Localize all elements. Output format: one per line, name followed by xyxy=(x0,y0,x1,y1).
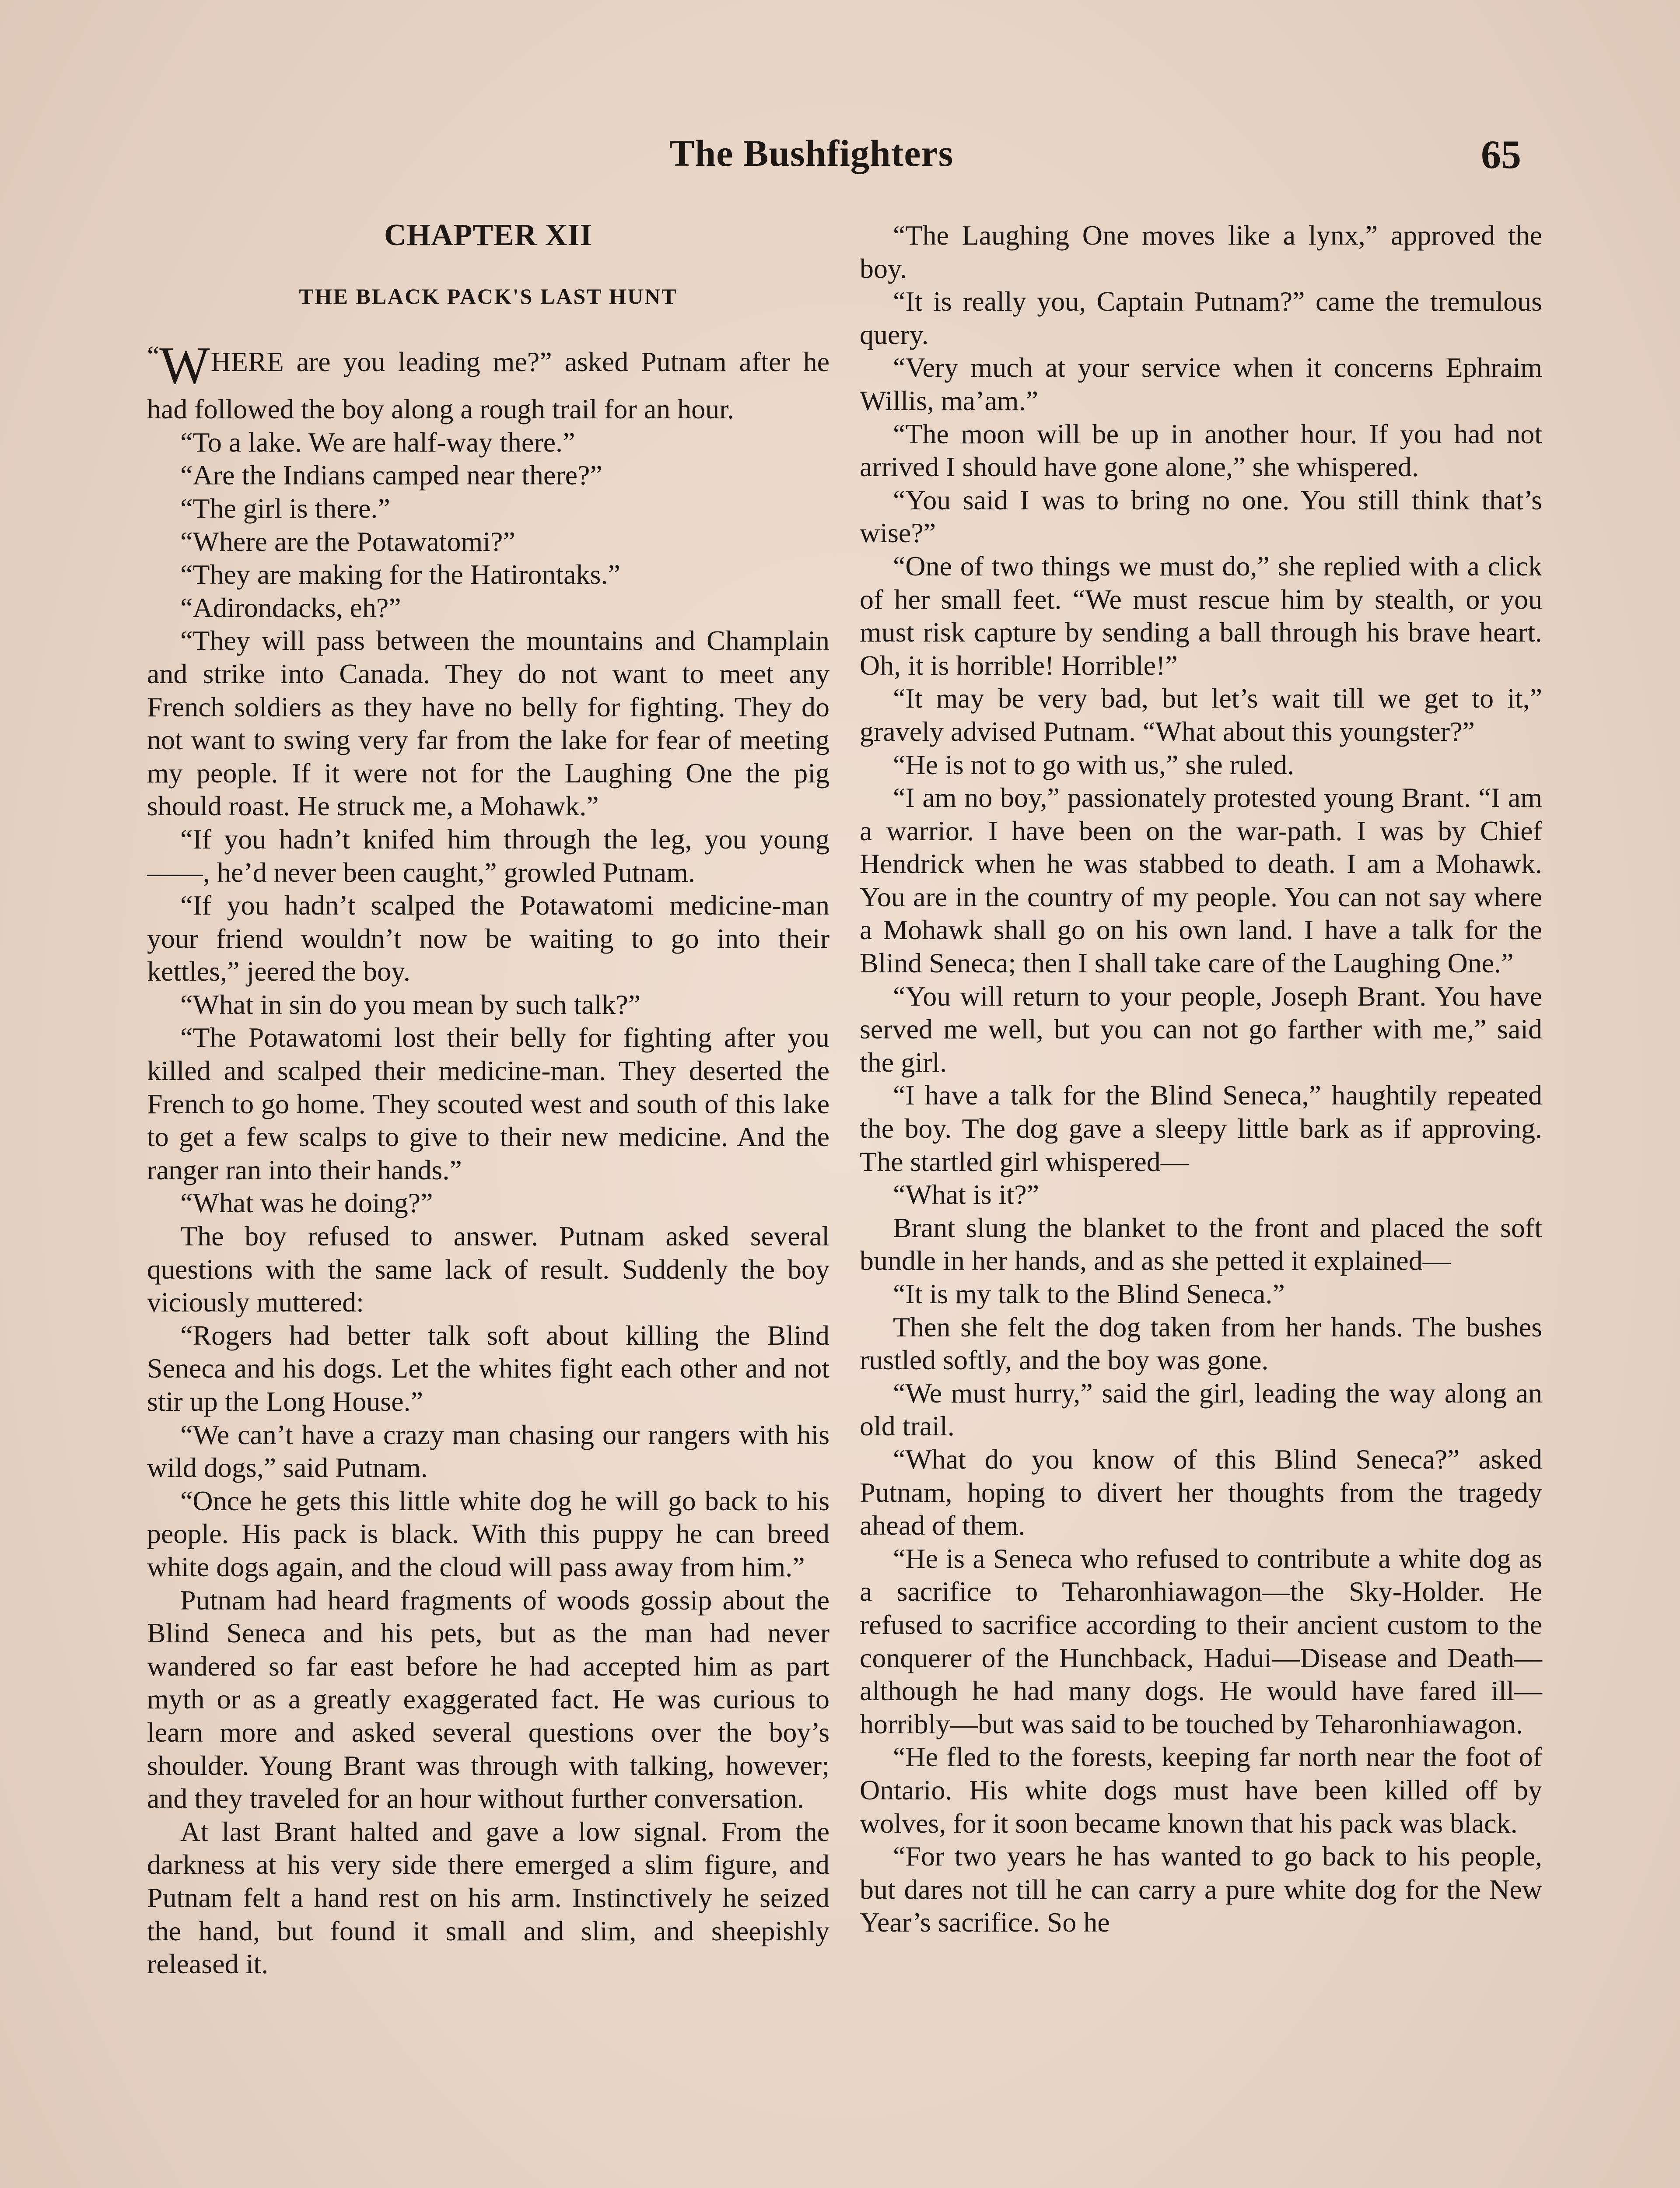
paragraph: “The girl is there.” xyxy=(180,492,390,524)
right-column xyxy=(860,219,1542,1939)
paragraph: “You will return to your people, Joseph Brant. You have served me well, but you can not go farther with me,” said the girl. xyxy=(860,980,1542,1078)
paragraph: “Where are the Potawatomi?” xyxy=(180,526,515,557)
page-number: 65 xyxy=(1481,132,1521,177)
paragraph: “If you hadn’t knifed him through the leg, you young ——, he’d never been caught,” growled Putnam. xyxy=(147,823,830,888)
chapter-title: CHAPTER XII xyxy=(384,218,592,252)
right-column-paragraphs xyxy=(860,219,1542,1939)
chapter-subtitle: THE BLACK PACK'S LAST HUNT xyxy=(299,284,678,309)
paragraph: “It is my talk to the Blind Seneca.” xyxy=(893,1278,1285,1309)
paragraph: “What do you know of this Blind Seneca?” asked Putnam, hoping to divert her thoughts from the tragedy ahead of them. xyxy=(860,1443,1542,1541)
running-title: The Bushfighters xyxy=(669,132,954,174)
paragraph: “You said I was to bring no one. You still think that’s wise?” xyxy=(860,484,1542,549)
paragraph: “He is not to go with us,” she ruled. xyxy=(893,749,1295,780)
paragraph: Brant slung the blanket to the front and placed the soft bundle in her hands, and as she petted it explained— xyxy=(860,1212,1542,1276)
paragraph: “The Laughing One moves like a lynx,” approved the boy. xyxy=(860,220,1542,284)
paragraph: “He is a Seneca who refused to contribute a white dog as a sacrifice to Teharonhiawagon—the Sky-Holder. He refused to sacrifice according to their ancient custom to the conquerer of the Hunchback, Hadui—Disease and Death—although he had many dogs. He would have fared ill—horribly—but was said to be touched by Teharonhiawagon. xyxy=(860,1543,1542,1739)
paragraph: “The moon will be up in another hour. If you had not arrived I should have gone alone,” she whispered. xyxy=(860,418,1542,483)
left-column-paragraphs xyxy=(147,426,830,1981)
opening-text: HERE are you leading me?” asked Putnam after he had followed the boy along a rough trail for an hour. xyxy=(147,346,830,425)
paragraph: “It may be very bad, but let’s wait till we get to it,” gravely advised Putnam. “What about this youngster?” xyxy=(860,683,1542,747)
paragraph: Putnam had heard fragments of woods gossip about the Blind Seneca and his pets, but as the man had never wandered so far east before he had accepted him as part myth or as a greatly exaggerated fact. He was curious to learn more and asked several questions over the boy’s shoulder. Young Brant was through with talking, however; and they traveled for an hour without further conversation. xyxy=(147,1584,830,1814)
paragraph: “It is really you, Captain Putnam?” came the tremulous query. xyxy=(860,286,1542,350)
paragraph: “We must hurry,” said the girl, leading the way along an old trail. xyxy=(860,1377,1542,1442)
paragraph: “The Potawatomi lost their belly for fighting after you killed and scalped their medicine-man. They deserted the French to go home. They scouted west and south of this lake to get a few scalps to give to their new medicine. And the ranger ran into their hands.” xyxy=(147,1022,830,1185)
paragraph: “We can’t have a crazy man chasing our rangers with his wild dogs,” said Putnam. xyxy=(147,1419,830,1483)
paragraph: “Once he gets this little white dog he will go back to his people. His pack is black. With this puppy he can breed white dogs again, and the cloud will pass away from him.” xyxy=(147,1485,830,1582)
left-column xyxy=(147,219,830,1981)
paragraph: “I have a talk for the Blind Seneca,” haughtily repeated the boy. The dog gave a sleepy little bark as if approving. The startled girl whispered— xyxy=(860,1080,1542,1177)
paragraph: “What is it?” xyxy=(893,1179,1040,1210)
paragraph: “He fled to the forests, keeping far north near the foot of Ontario. His white dogs must have been killed off by wolves, for it soon became known that his pack was black. xyxy=(860,1741,1542,1839)
paragraph: At last Brant halted and gave a low signal. From the darkness at his very side there emerged a slim figure, and Putnam felt a hand rest on his arm. Instinctively he seized the hand, but found it small and slim, and sheepishly released it. xyxy=(147,1816,830,1980)
paragraph: Then she felt the dog taken from her hands. The bushes rustled softly, and the boy was gone. xyxy=(860,1311,1542,1376)
paragraph: “For two years he has wanted to go back to his people, but dares not till he can carry a pure white dog for the New Year’s sacrifice. So he xyxy=(860,1841,1542,1938)
paragraph: “They will pass between the mountains and Champlain and strike into Canada. They do not want to meet any French soldiers as they have no belly for fighting. They do not want to swing very far from the lake for fear of meeting my people. If it were not for the Laughing One the pig should roast. He struck me, a Mohawk.” xyxy=(147,625,830,822)
paragraph: “Rogers had better talk soft about killing the Blind Seneca and his dogs. Let the whites fight each other and not stir up the Long House.” xyxy=(147,1319,830,1417)
paragraph: “One of two things we must do,” she replied with a click of her small feet. “We must rescue him by stealth, or you must risk capture by sending a ball through his brave heart. Oh, it is horrible! Horrible!” xyxy=(860,550,1542,681)
paragraph: “Adirondacks, eh?” xyxy=(180,592,401,623)
paragraph: “To a lake. We are half-way there.” xyxy=(180,426,575,458)
paragraph: “I am no boy,” passionately protested young Brant. “I am a warrior. I have been on the war-path. I was by Chief Hendrick when he was stabbed to death. I am a Mohawk. You are in the country of my people. You can not say where a Mohawk shall go on his own land. I have a talk for the Blind Seneca; then I shall take care of the Laughing One.” xyxy=(860,782,1542,979)
opening-paragraph xyxy=(147,336,830,426)
paragraph: “If you hadn’t scalped the Potawatomi medicine-man your friend wouldn’t now be waiting to go into their kettles,” jeered the boy. xyxy=(147,890,830,987)
opening-quote: “ xyxy=(147,340,160,372)
paragraph: “Very much at your service when it concerns Ephraim Willis, ma’am.” xyxy=(860,352,1542,416)
drop-cap: W xyxy=(159,336,210,396)
paragraph: “Are the Indians camped near there?” xyxy=(180,459,602,491)
paragraph: The boy refused to answer. Putnam asked several questions with the same lack of result. Suddenly the boy viciously muttered: xyxy=(147,1220,830,1318)
paragraph: “What in sin do you mean by such talk?” xyxy=(180,989,641,1020)
paragraph: “They are making for the Hatirontaks.” xyxy=(180,559,620,590)
paragraph: “What was he doing?” xyxy=(180,1187,433,1219)
